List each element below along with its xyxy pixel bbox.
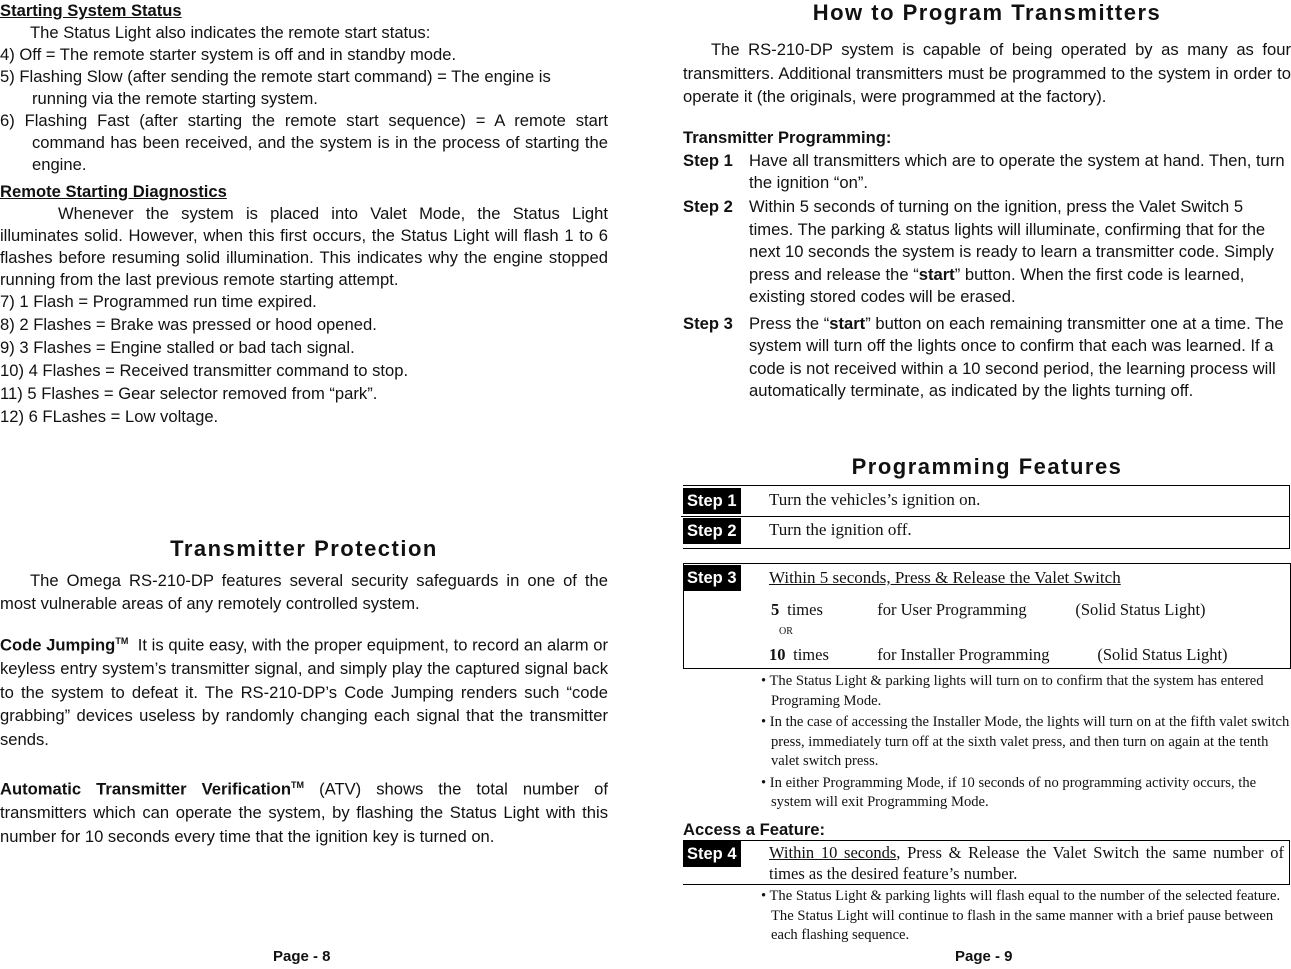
notes-list — [761, 672, 1291, 813]
code-jumping-paragraph — [0, 630, 608, 751]
text-segment: , Press & Release the Valet Switch the same number of times as the desired feature’s number. — [769, 843, 1285, 883]
mode: for User Programming — [877, 600, 1027, 619]
section-title: Programming Features — [851, 454, 1123, 479]
atv-label: Automatic Transmitter Verification — [0, 779, 292, 799]
option-user — [771, 600, 1271, 620]
list-item: 7) 1 Flash = Programmed run time expired. — [0, 292, 317, 311]
unit: times — [793, 645, 829, 664]
trademark: TM — [115, 636, 129, 646]
list-item: 8) 2 Flashes = Brake was pressed or hood opened. — [0, 315, 377, 334]
step-list — [683, 150, 1291, 403]
bold-keyword: start — [829, 313, 866, 333]
divider — [681, 516, 1290, 517]
list-item: 9) 3 Flashes = Engine stalled or bad tach signal. — [0, 338, 355, 357]
page-number: Page - 9 — [955, 948, 1013, 965]
diagnostics-section — [0, 181, 608, 428]
step-text — [749, 196, 1291, 309]
list-item — [683, 196, 1291, 309]
note-text: In the case of accessing the Installer Mode, the lights will turn on at the fifth valet switch press, immediately turn off at the sixth valet press, and then turn on again at the tenth valet switch press. — [769, 714, 1290, 769]
note-item: • In either Programming Mode, if 10 seconds of no programming activity occurs, the system will exit Programming Mode. — [761, 774, 1257, 810]
step-badge: Step 2 — [683, 518, 741, 544]
note-item: • The Status Light & parking lights will turn on to confirm that the system has entered Programing Mode. — [761, 673, 1264, 709]
step-text: Turn the ignition off. — [769, 520, 912, 539]
note-text: The Status Light & parking lights will turn on to confirm that the system has entered Programing Mode. — [769, 673, 1264, 709]
light: (Solid Status Light) — [1097, 645, 1228, 664]
step-badge: Step 1 — [683, 488, 741, 514]
step-text: Have all transmitters which are to operate the system at hand. Then, turn the ignition “on”. — [749, 151, 1285, 192]
intro-text: The Status Light also indicates the remote start status: — [30, 23, 431, 42]
access-heading: Access a Feature: — [683, 820, 826, 839]
unit: times — [787, 600, 823, 619]
atv-paragraph — [0, 774, 608, 848]
step-label: Step 2 — [683, 197, 733, 216]
step-label: Step 3 — [683, 313, 733, 333]
text-segment: Press the “ — [749, 313, 830, 333]
count: 10 — [769, 645, 786, 664]
text-segment: ” button on each remaining transmitter one at a time. The system will turn off the lights once to confirm that each was learned. If a code is not received within a 10 second period, the learning process will automatically terminate, as indicated by the lights turning off. — [749, 313, 1284, 400]
step-badge: Step 4 — [683, 841, 741, 867]
step-label: Step 1 — [683, 151, 733, 170]
list-item: 10) 4 Flashes = Received transmitter command to stop. — [0, 361, 409, 380]
list-item: 12) 6 FLashes = Low voltage. — [0, 407, 219, 426]
paragraph: Whenever the system is placed into Valet Mode, the Status Light illuminates solid. However, when this first occurs, the Status Light will flash 1 to 6 flashes before resuming solid illumination. This indicates why the engine stopped running from the last previous remote starting attempt. — [0, 204, 608, 289]
underlined-text: Within 10 seconds — [769, 843, 897, 862]
page-number: Page - 8 — [273, 948, 331, 965]
section-title: How to Program Transmitters — [812, 0, 1162, 25]
step-4-note — [761, 887, 1291, 946]
list-item: 4) Off = The remote starter system is off and in standby mode. — [0, 45, 457, 64]
list-item: 6) Flashing Fast (after starting the remote start sequence) = A remote start command has been received, and the system is in the process of starting the engine. — [0, 111, 608, 174]
list-item — [683, 150, 1291, 194]
starting-system-status-section — [0, 0, 608, 176]
note-item: • The Status Light & parking lights will flash equal to the number of the selected feature. The Status Light will continue to flash in the same manner with a brief pause between each flashing sequence. — [761, 888, 1281, 943]
step-text: Within 5 seconds, Press & Release the Valet Switch — [769, 568, 1121, 587]
light: (Solid Status Light) — [1075, 600, 1206, 619]
subheading: Transmitter Programming: — [683, 128, 892, 147]
paragraph: The Omega RS-210-DP features several security safeguards in one of the most vulnerable areas of any remotely controlled system. — [0, 571, 608, 613]
count: 5 — [771, 600, 780, 619]
text-segment: Within 5 seconds of turning on the ignition, press the Valet Switch 5 times. The parking & status lights will illuminate, confirming that for the next 10 seconds the system is ready to learn a transmitter code. Simply press and release the “ — [749, 197, 1274, 284]
code-jumping-label: Code Jumping — [0, 635, 116, 655]
step-text — [749, 313, 1291, 403]
list-item — [683, 313, 1291, 403]
list-item: 11) 5 Flashes = Gear selector removed from “park”. — [0, 384, 378, 403]
intro-paragraph: The RS-210-DP system is capable of being operated by as many as four transmitters. Additional transmitters must be programmed to the system in order to operate it (the originals, were programmed at the factory). — [683, 40, 1291, 106]
atv-text: (ATV) shows the total number of transmitters which can operate the system, by flashing the Status Light with this number for 10 seconds every time that the ignition key is turned on. — [0, 779, 608, 846]
bold-keyword: start — [918, 264, 955, 284]
step-text — [769, 842, 1284, 884]
trademark: TM — [291, 780, 305, 790]
text-segment: ” button. When the first code is learned, existing stored codes will be erased. — [749, 264, 1245, 306]
step-text: Turn the vehicles’s ignition on. — [769, 490, 981, 509]
section-heading: Remote Starting Diagnostics — [0, 182, 227, 201]
list-item: 5) Flashing Slow (after sending the remote start command) = The engine is running via the remote starting system. — [0, 67, 551, 108]
note-text: In either Programming Mode, if 10 seconds of no programming activity occurs, the system will exit Programming Mode. — [769, 774, 1257, 810]
or-label: OR — [779, 626, 793, 637]
option-installer — [769, 645, 1289, 665]
note-item: • In the case of accessing the Installer Mode, the lights will turn on at the fifth valet switch press, immediately turn off at the sixth valet press, and then turn on again at the tenth valet switch press. — [761, 714, 1290, 769]
section-title: Transmitter Protection — [170, 536, 438, 561]
code-jumping-text: It is quite easy, with the proper equipment, to record an alarm or keyless entry system’s transmitter signal, and simply play the captured signal back to the system to defeat it. The RS-210-DP’s Code Jumping renders such “code grabbing” devices useless by randomly changing each signal that the transmitter sends. — [0, 635, 608, 749]
section-heading: Starting System Status — [0, 1, 182, 20]
note-text: The Status Light & parking lights will flash equal to the number of the selected feature. The Status Light will continue to flash in the same manner with a brief pause between each flashing sequence. — [769, 888, 1281, 943]
mode: for Installer Programming — [877, 645, 1050, 664]
step-badge: Step 3 — [683, 565, 741, 591]
